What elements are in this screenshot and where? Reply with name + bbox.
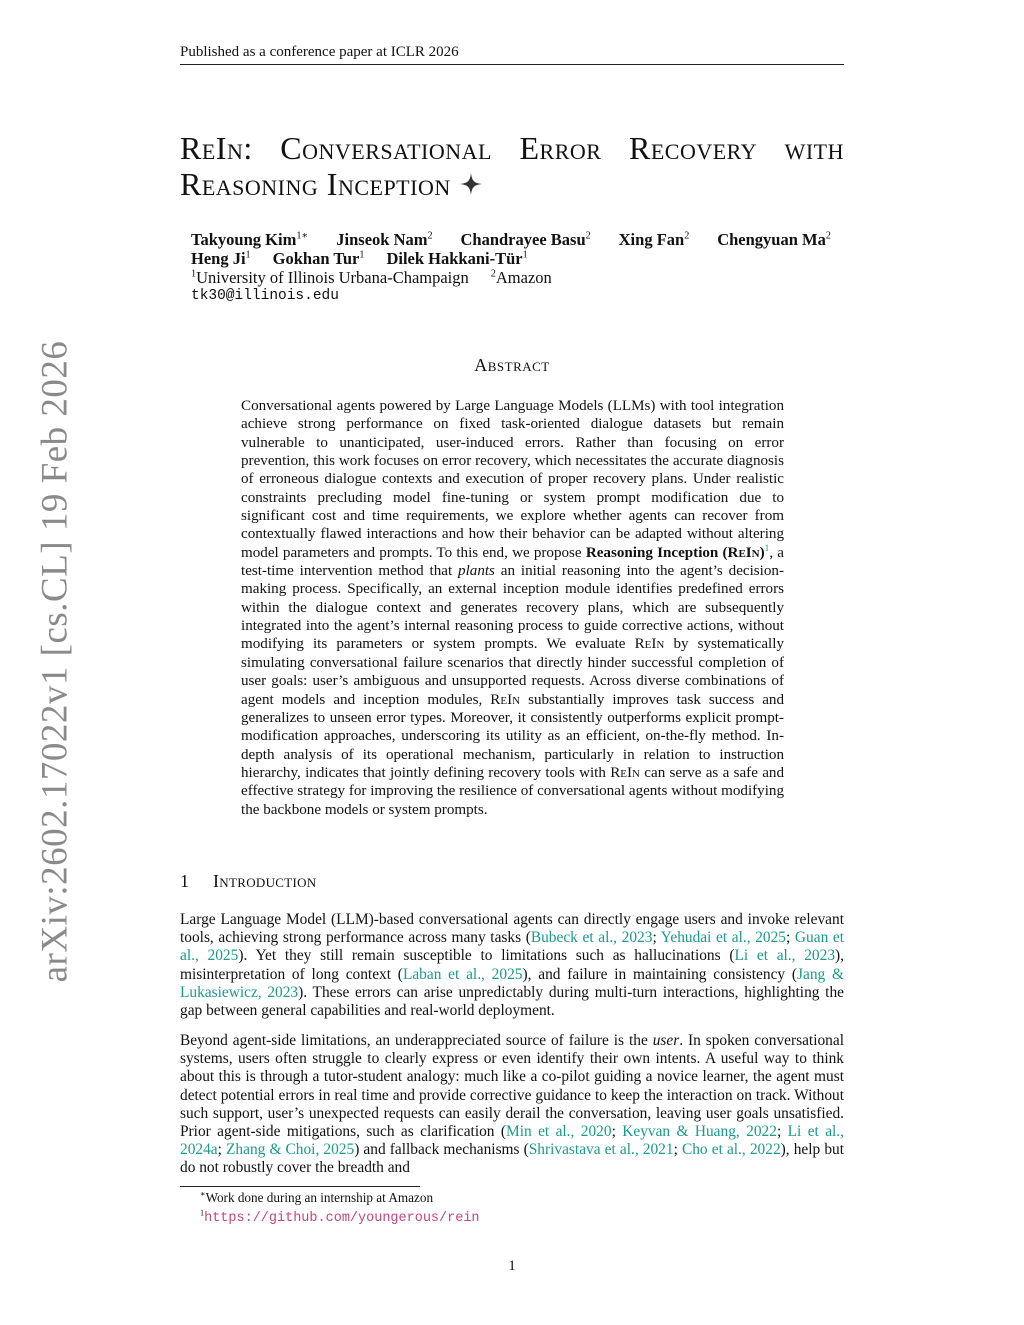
citation-link[interactable]: Laban et al., 2025 [402,965,523,983]
intro-paragraph: Large Language Model (LLM)-based conversational agents can directly engage users and invoke relevant tools, achieving strong performance across many tasks (Bubeck et al., 2023; Yehudai et al., 2025; Guan et al., 2025). Yet they still remain susceptible to limitations such as hallucinations (Li et al., 2023), misinterpretation of long context (Laban et al., 2025), and failure in maintaining consistency (Jang & Lukasiewicz, 2023). These errors can arise unpredictably during multi-turn interactions, highlighting the gap between general capabilities and real-world deployment. [180,911,844,1020]
repo-link[interactable]: https://github.com/youngerous/rein [204,1211,480,1226]
author: Chandrayee Basu$^2$ [460,230,591,249]
citation-link[interactable]: Yehudai et al., 2025 [660,929,786,947]
abstract-heading: Abstract [474,355,550,375]
citation-link[interactable]: Keyvan & Huang, 2022 [622,1123,777,1141]
title-word: with [784,130,844,166]
author: Dilek Hakkani-Tür$^1$ [386,249,528,268]
section-heading: 1 Introduction [180,871,317,891]
citation-link[interactable]: Bubeck et al., 2023 [530,929,653,947]
author: Chengyuan Ma$^2$ [717,230,831,249]
author-block [191,230,831,306]
arxiv-stamp: arXiv:2602.17022v1 [cs.CL] 19 Feb 2026 [34,340,76,983]
footnote-rule [180,1186,420,1187]
author-email: tk30@illinois.edu [191,288,339,304]
abstract-body: Conversational agents powered by Large Language Models (LLMs) with tool integration achieve strong performance on fixed task-oriented dialogue datasets but remain vulnerable to unanticipated, user-induced errors. Rather than focusing on error prevention, this work focuses on error recovery, which necessitates the accurate diagnosis of erroneous dialogue contexts and execution of proper recovery plans. Under realistic constraints precluding model fine-tuning or system prompt modification due to significant cost and time requirements, we explore whether agents can recover from contextually flawed interactions and how their behavior can be adapted without altering model parameters and prompts. To this end, we propose Reasoning Inception (ReIn)$^1$, a test-time intervention method that plants an initial reasoning into the agent’s decision-making process. Specifically, an external inception module identifies predefined errors within the dialogue context and generates recovery plans, which are subsequently integrated into the agent’s internal reasoning process to guide corrective actions, without modifying its parameters or system prompts. We evaluate ReIn by systematically simulating conversational failure scenarios that directly hinder successful completion of user goals: user’s ambiguous and unsupported requests. Across diverse combinations of agent models and inception modules, ReIn substantially improves task success and generalizes to unseen error types. Moreover, it consistently outperforms explicit prompt-modification approaches, underscoring its utility as an efficient, on-the-fly method. In-depth analysis of its operational mechanism, particularly in relation to instruction hierarchy, indicates that jointly defining recovery tools with ReIn can serve as a safe and effective strategy for improving the resilience of conversational agents without modifying the backbone models or system prompts. [241,398,785,818]
citation-link[interactable]: Min et al., 2020 [506,1123,612,1141]
citation-link[interactable]: Zhang & Choi, 2025 [226,1141,355,1159]
author: Takyoung Kim$^{1∗}$ [191,230,309,249]
intro-paragraph: Beyond agent-side limitations, an underappreciated source of failure is the user. In spoken conversational systems, users often struggle to clearly express or even identify their own intents. A useful way to think about this is through a tutor-student analogy: much like a co-pilot guiding a novice learner, the agent must detect potential errors in real time and provide corrective guidance to keep the interaction on track. Without such support, user’s unexpected requests can easily derail the conversation, leaving user goals unsatisfied. Prior agent-side mitigations, such as clarification (Min et al., 2020; Keyvan & Huang, 2022; Li et al., 2024a; Zhang & Choi, 2025) and fallback mechanisms (Shrivastava et al., 2021; Cho et al., 2022), help but do not robustly cover the breadth and [180,1032,845,1177]
title-word: Conversational [280,130,492,166]
title-word: Error [519,130,602,166]
citation-link[interactable]: Shrivastava et al., 2021 [528,1141,674,1159]
footnote: $^1$https://github.com/youngerous/rein [200,1208,480,1226]
citation-link[interactable]: Cho et al., 2022 [681,1141,781,1159]
author: Jinseok Nam$^2$ [336,230,433,249]
citation-link[interactable]: Li et al., 2023 [734,947,836,965]
author: Heng Ji$^1$ [191,249,251,268]
page-number: 1 [508,1258,516,1274]
author: Xing Fan$^2$ [618,230,690,249]
title-word: Recovery [629,130,758,166]
running-header: Published as a conference paper at ICLR 2026 [180,44,459,60]
footnote: ∗Work done during an internship at Amazon [200,1189,434,1205]
citation-link[interactable]: Jang & Lukasiewicz, 2023 [180,965,844,1001]
four-point-star-icon [459,172,483,196]
paper-title [180,130,844,202]
affiliation: $^2$Amazon [490,268,552,287]
footnote-mark[interactable]: 1 [764,543,770,554]
affiliation: $^1$University of Illinois Urbana-Champaign [191,268,469,287]
title-word: ReIn: [180,130,253,166]
author: Gokhan Tur$^1$ [272,249,365,268]
title-line2: Reasoning Inception [180,166,451,202]
citation-link[interactable]: Li et al., 2024a [180,1123,845,1159]
method-name: Reasoning Inception (ReIn) [585,544,765,561]
header-rule [180,64,844,65]
citation-link[interactable]: Guan et al., 2025 [180,929,844,965]
